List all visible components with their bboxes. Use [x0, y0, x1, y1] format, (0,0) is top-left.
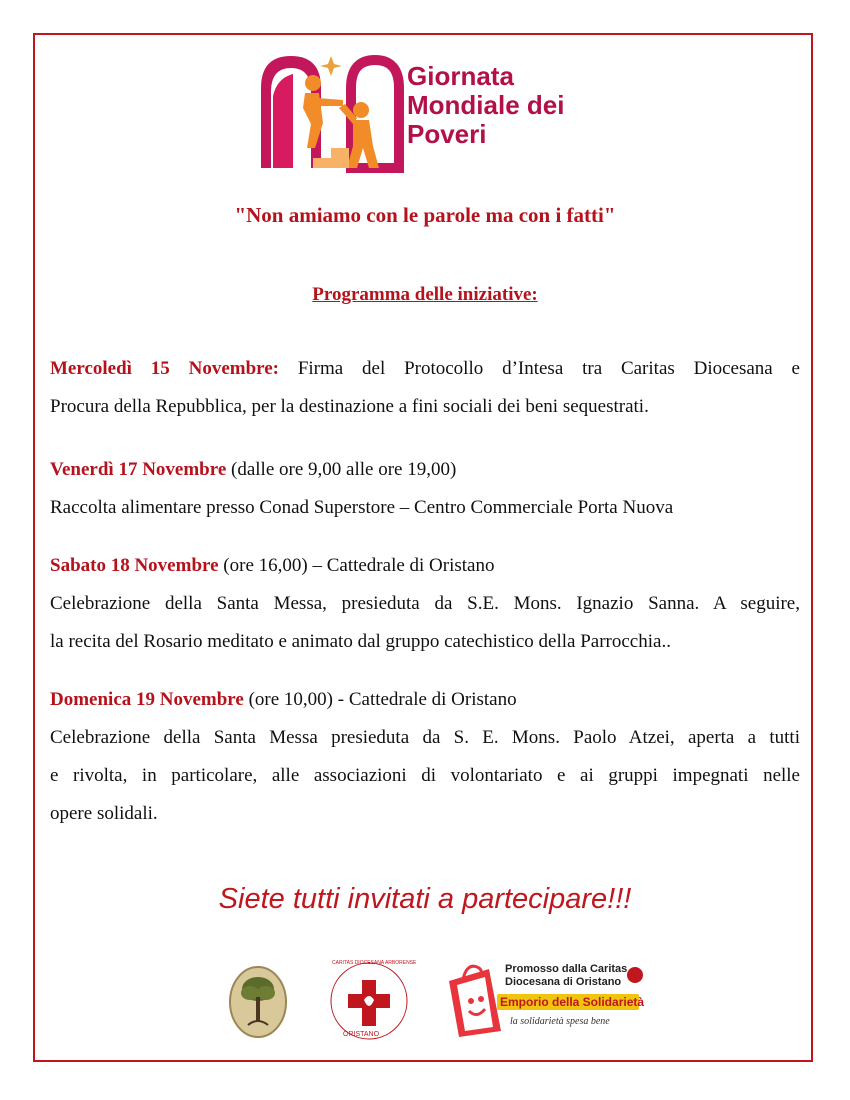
event-day: Sabato 18 Novembre	[50, 555, 219, 576]
event-day: Venerdì 17 Novembre	[50, 459, 227, 480]
event-line: Celebrazione della Santa Messa, presieduta da S.E. Mons. Ignazio Sanna. A seguire,	[50, 593, 800, 614]
event-line	[50, 547, 800, 585]
event-day: Mercoledì 15 Novembre:	[50, 358, 279, 379]
emporio-line: Diocesana di Oristano	[505, 976, 622, 988]
event-friday	[50, 451, 800, 527]
logo-title-line-2: Mondiale dei	[407, 90, 565, 120]
event-wednesday	[50, 350, 800, 426]
event-line	[50, 681, 800, 719]
emporio-promoted-by	[505, 963, 627, 989]
event-line	[50, 350, 800, 388]
event-text: Firma del Protocollo d’Intesa tra Caritas Diocesana e	[297, 358, 800, 379]
event-line: la recita del Rosario meditato e animato dal gruppo catechistico della Parrocchia..	[50, 631, 671, 652]
event-line: Procura della Repubblica, per la destinazione a fini sociali dei beni sequestrati.	[50, 396, 649, 417]
event-text: (ore 16,00) – Cattedrale di Oristano	[223, 555, 495, 576]
event-line: e rivolta, in particolare, alle associazioni di volontariato e ai gruppi impegnati nelle	[50, 765, 800, 786]
event-saturday	[50, 547, 800, 661]
event-text: (dalle ore 9,00 alle ore 19,00)	[231, 459, 457, 480]
logo-title-line-3: Poveri	[407, 119, 487, 149]
tree-seal-icon	[228, 965, 288, 1039]
logo-title	[407, 62, 564, 149]
event-line: opere solidali.	[50, 803, 158, 824]
event-text: (ore 10,00) - Cattedrale di Oristano	[248, 689, 517, 710]
motto-quote: "Non amiamo con le parole ma con i fatti"	[234, 203, 616, 227]
emporio-name: Emporio della Solidarietà	[500, 995, 645, 1009]
emporio-line: Promosso dalla Caritas	[505, 963, 628, 975]
logo-title-line-1: Giornata	[407, 61, 514, 91]
event-line: Celebrazione della Santa Messa presieduta da S. E. Mons. Paolo Atzei, aperta a tutti	[50, 727, 800, 748]
invitation-text: Siete tutti invitati a partecipare!!!	[218, 883, 632, 915]
event-line: Raccolta alimentare presso Conad Superstore – Centro Commerciale Porta Nuova	[50, 497, 674, 518]
emporio-tagline: la solidarietà spesa bene	[510, 1016, 610, 1027]
event-day: Domenica 19 Novembre	[50, 689, 244, 710]
event-sunday	[50, 681, 800, 833]
program-title: Programma delle iniziative:	[312, 284, 538, 305]
caritas-logo-icon	[328, 960, 417, 1042]
event-line	[50, 451, 800, 489]
caritas-bottom-text: ORISTANO	[343, 1031, 380, 1038]
caritas-ring-text: CARITAS DIOCESANA ARBORENSE	[332, 960, 417, 966]
